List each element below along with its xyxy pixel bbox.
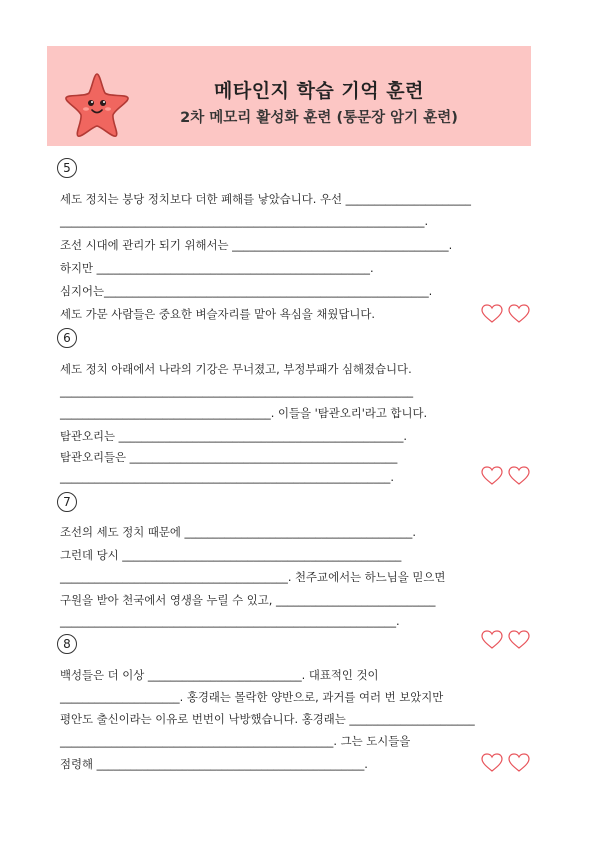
section-number: 6	[57, 328, 77, 348]
text-line: 평안도 출신이라는 이유로 번번이 낙방했습니다. 홍경래는 ______________________	[60, 712, 475, 726]
text-line: ______________________________________________________________	[60, 384, 414, 398]
heart-outline-icon[interactable]	[481, 304, 531, 324]
text-line: _____________________________________. 이들을 '탐관오리'라고 합니다.	[60, 406, 428, 420]
text-line: 백성들은 더 이상 ___________________________. 대표적인 것이	[60, 668, 379, 682]
text-line: _____________________. 홍경래는 몰락한 양반으로, 과거를 여러 번 보았지만	[60, 690, 444, 704]
page-title: 메타인지 학습 기억 훈련	[214, 80, 424, 102]
section-number: 7	[57, 492, 77, 512]
text-line: 그런데 당시 _________________________________________________	[60, 548, 402, 562]
text-line: 세도 가문 사람들은 중요한 벼슬자리를 맡아 욕심을 채웠답니다.	[60, 307, 376, 321]
text-line: 하지만 ________________________________________________.	[60, 261, 374, 275]
text-line: __________________________________________________________.	[60, 470, 394, 484]
text-line: 탐관오리들은 _______________________________________________	[60, 450, 398, 464]
text-line: ________________________________________________. 그는 도시들을	[60, 734, 411, 748]
heart-outline-icon[interactable]	[481, 630, 531, 650]
text-line: 탐관오리는 __________________________________________________.	[60, 429, 408, 443]
text-line: 세도 정치는 붕당 정치보다 더한 폐해를 낳았습니다. 우선 ______________________	[60, 192, 471, 206]
section-number: 8	[57, 634, 77, 654]
text-line: 조선 시대에 관리가 되기 위해서는 ______________________________________.	[60, 238, 453, 252]
text-line: 구원을 받아 천국에서 영생을 누릴 수 있고, ____________________________	[60, 593, 436, 607]
section-number: 5	[57, 158, 77, 178]
text-line: 세도 정치 아래에서 나라의 기강은 무너졌고, 부정부패가 심해졌습니다.	[60, 362, 412, 376]
text-line: 점령해 _______________________________________________.	[60, 757, 368, 771]
header-banner	[47, 46, 531, 146]
text-line: 심지어는_________________________________________________________.	[60, 284, 433, 298]
text-line: 조선의 세도 정치 때문에 ________________________________________.	[60, 525, 416, 539]
text-line: ___________________________________________________________.	[60, 614, 400, 628]
page-subtitle: 2차 메모리 활성화 훈련 (통문장 암기 훈련)	[180, 110, 458, 126]
text-line: ________________________________________. 천주교에서는 하느님을 믿으면	[60, 570, 446, 584]
text-line: ________________________________________________________________.	[60, 214, 429, 228]
heart-outline-icon[interactable]	[481, 753, 531, 773]
heart-outline-icon[interactable]	[481, 466, 531, 486]
